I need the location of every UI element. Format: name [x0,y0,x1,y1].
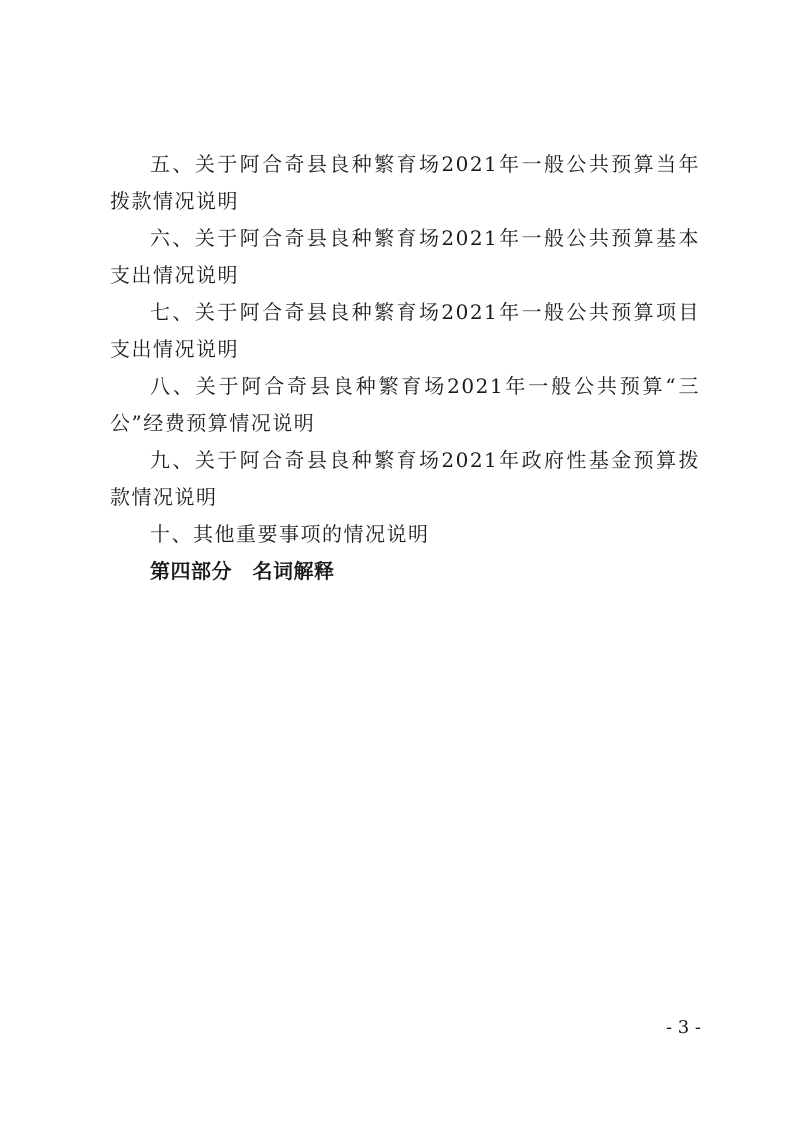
page-number: - 3 - [665,1017,701,1038]
toc-entry-8: 八、关于阿合奇县良种繁育场2021年一般公共预算“三公”经费预算情况说明 [110,374,700,435]
toc-entry-10: 十、其他重要事项的情况说明 [150,522,430,546]
toc-entry-9: 九、关于阿合奇县良种繁育场2021年政府性基金预算拨款情况说明 [110,448,700,509]
toc-entry-6: 六、关于阿合奇县良种繁育场2021年一般公共预算基本支出情况说明 [110,226,700,287]
toc-entry-7: 七、关于阿合奇县良种繁育场2021年一般公共预算项目支出情况说明 [110,300,700,361]
document-body [110,146,700,590]
toc-entry-5: 五、关于阿合奇县良种繁育场2021年一般公共预算当年拨款情况说明 [110,152,700,213]
part-four-heading: 第四部分 名词解释 [150,559,335,583]
